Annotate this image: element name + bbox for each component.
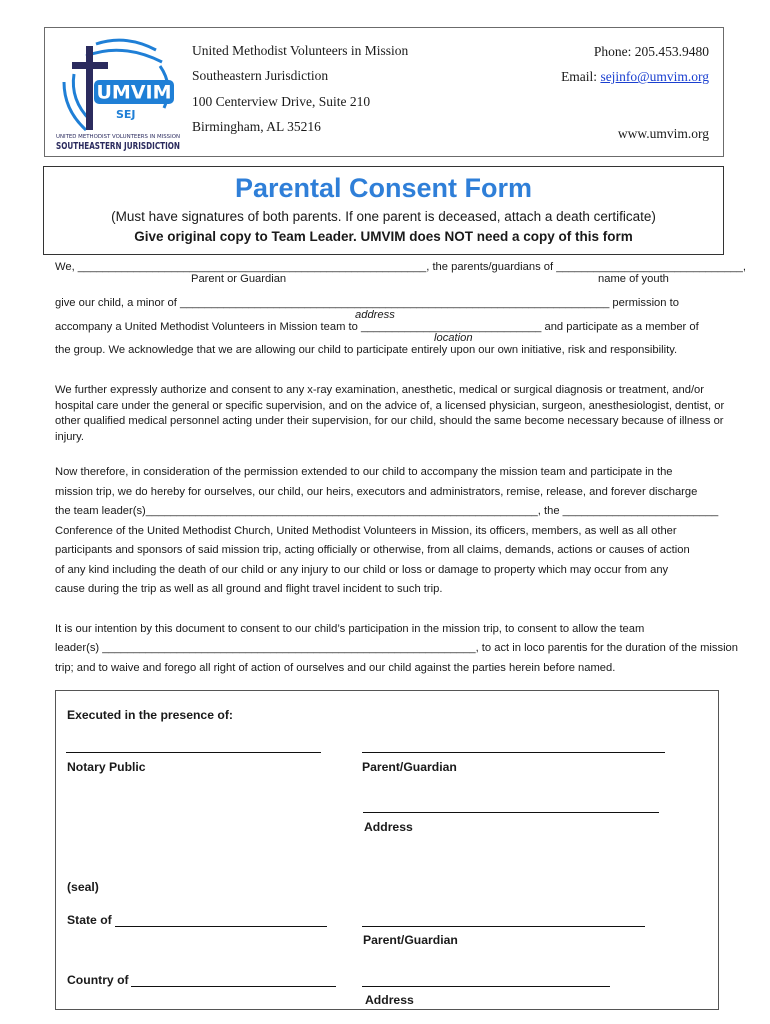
jurisdiction: Southeastern Jurisdiction xyxy=(192,68,329,83)
parents-line[interactable]: We, ________________________________________________________, the parents/guardians of ______________________________, xyxy=(55,261,746,273)
address1-line[interactable] xyxy=(363,812,659,813)
location-caption: location xyxy=(434,332,473,344)
org-name: United Methodist Volunteers in Mission xyxy=(192,43,409,58)
svg-text:SOUTHEASTERN JURISDICTION: SOUTHEASTERN JURISDICTION xyxy=(56,141,180,152)
state-field-line[interactable] xyxy=(115,926,327,927)
medical-consent-paragraph: We further expressly authorize and consent to any x-ray examination, anesthetic, medical or surgical diagnosis or treatment, and/or hospital care under the general or specific supervision, and on the advice of, a licensed physician, surgeon, anesthesiologist, dentist, or other qualified medical personnel acting under their supervision, for our child, should the same become necessary because of illness or injury. xyxy=(55,384,725,444)
parent2-label: Parent/Guardian xyxy=(363,933,458,947)
form-title: Parental Consent Form xyxy=(234,173,533,203)
address2-label: Address xyxy=(365,993,414,1007)
state-label: State of xyxy=(67,913,112,927)
notary-label: Notary Public xyxy=(67,760,146,774)
copy-instruction: Give original copy to Team Leader. UMVIM does NOT need a copy of this form xyxy=(134,229,633,244)
street-address: 100 Centerview Drive, Suite 210 xyxy=(192,94,371,109)
notary-signature-line[interactable] xyxy=(66,752,321,753)
email-link[interactable]: sejinfo@umvim.org xyxy=(600,69,709,84)
seal-label: (seal) xyxy=(67,880,99,894)
address-caption: address xyxy=(355,309,395,321)
website: www.umvim.org xyxy=(617,126,709,141)
svg-text:UMVIM: UMVIM xyxy=(96,81,172,104)
country-field-line[interactable] xyxy=(131,986,336,987)
email-label: Email: xyxy=(561,69,601,84)
loco-parentis-line[interactable]: leader(s) ____________________________________________________________, to act in loco parentis for the duration of the mission xyxy=(55,642,738,654)
release-line: Now therefore, in consideration of the permission extended to our child to accompany the mission team and participate in the xyxy=(55,466,673,478)
svg-text:UNITED METHODIST VOLUNTEERS IN: UNITED METHODIST VOLUNTEERS IN MISSION xyxy=(56,134,180,140)
city-address: Birmingham, AL 35216 xyxy=(192,119,321,134)
team-leader-line[interactable]: the team leader(s)_______________________________________________________________, the _________________________ xyxy=(55,505,719,517)
release-line: Conference of the United Methodist Church, United Methodist Volunteers in Mission, its officers, members, as well as all other xyxy=(55,525,677,537)
address1-label: Address xyxy=(364,820,413,834)
mission-location-line[interactable]: accompany a United Methodist Volunteers in Mission team to _____________________________ and participate as a member of xyxy=(55,321,699,333)
parent-guardian-caption: Parent or Guardian xyxy=(191,273,287,285)
signature-note: (Must have signatures of both parents. If one parent is deceased, attach a death certificate) xyxy=(111,209,656,224)
minor-address-line[interactable]: give our child, a minor of _____________________________________________________________________ permission to xyxy=(55,297,679,309)
intent-line: It is our intention by this document to consent to our child’s participation in the mission trip, to consent to allow the team xyxy=(55,623,645,635)
parent1-signature-line[interactable] xyxy=(362,752,665,753)
release-line: of any kind including the death of our child or any injury to our child or loss or damage to property which may occur from any xyxy=(55,564,669,576)
country-label: Country of xyxy=(67,973,129,987)
executed-heading: Executed in the presence of: xyxy=(67,708,233,722)
intent-line: trip; and to waive and forego all right of action of ourselves and our child against the parties herein before named. xyxy=(55,662,616,674)
execution-box xyxy=(55,690,719,1010)
release-line: participants and sponsors of said mission trip, acting officially or otherwise, from all claims, demands, actions or causes of action xyxy=(55,544,690,556)
parent1-label: Parent/Guardian xyxy=(362,760,457,774)
youth-name-caption: name of youth xyxy=(598,273,669,285)
release-line: mission trip, we do hereby for ourselves, our child, our heirs, executors and administrators, remise, release, and forever discharge xyxy=(55,486,698,498)
acknowledgement-line: the group. We acknowledge that we are allowing our child to participate entirely upon our own initiative, risk and responsibility. xyxy=(55,344,678,356)
umvim-logo xyxy=(56,36,184,152)
parent2-signature-line[interactable] xyxy=(362,926,645,927)
release-line: cause during the trip as well as all ground and flight travel incident to such trip. xyxy=(55,583,443,595)
svg-text:SEJ: SEJ xyxy=(116,108,136,121)
phone-number: Phone: 205.453.9480 xyxy=(593,44,709,59)
email-line xyxy=(561,69,709,85)
address2-line[interactable] xyxy=(362,986,610,987)
